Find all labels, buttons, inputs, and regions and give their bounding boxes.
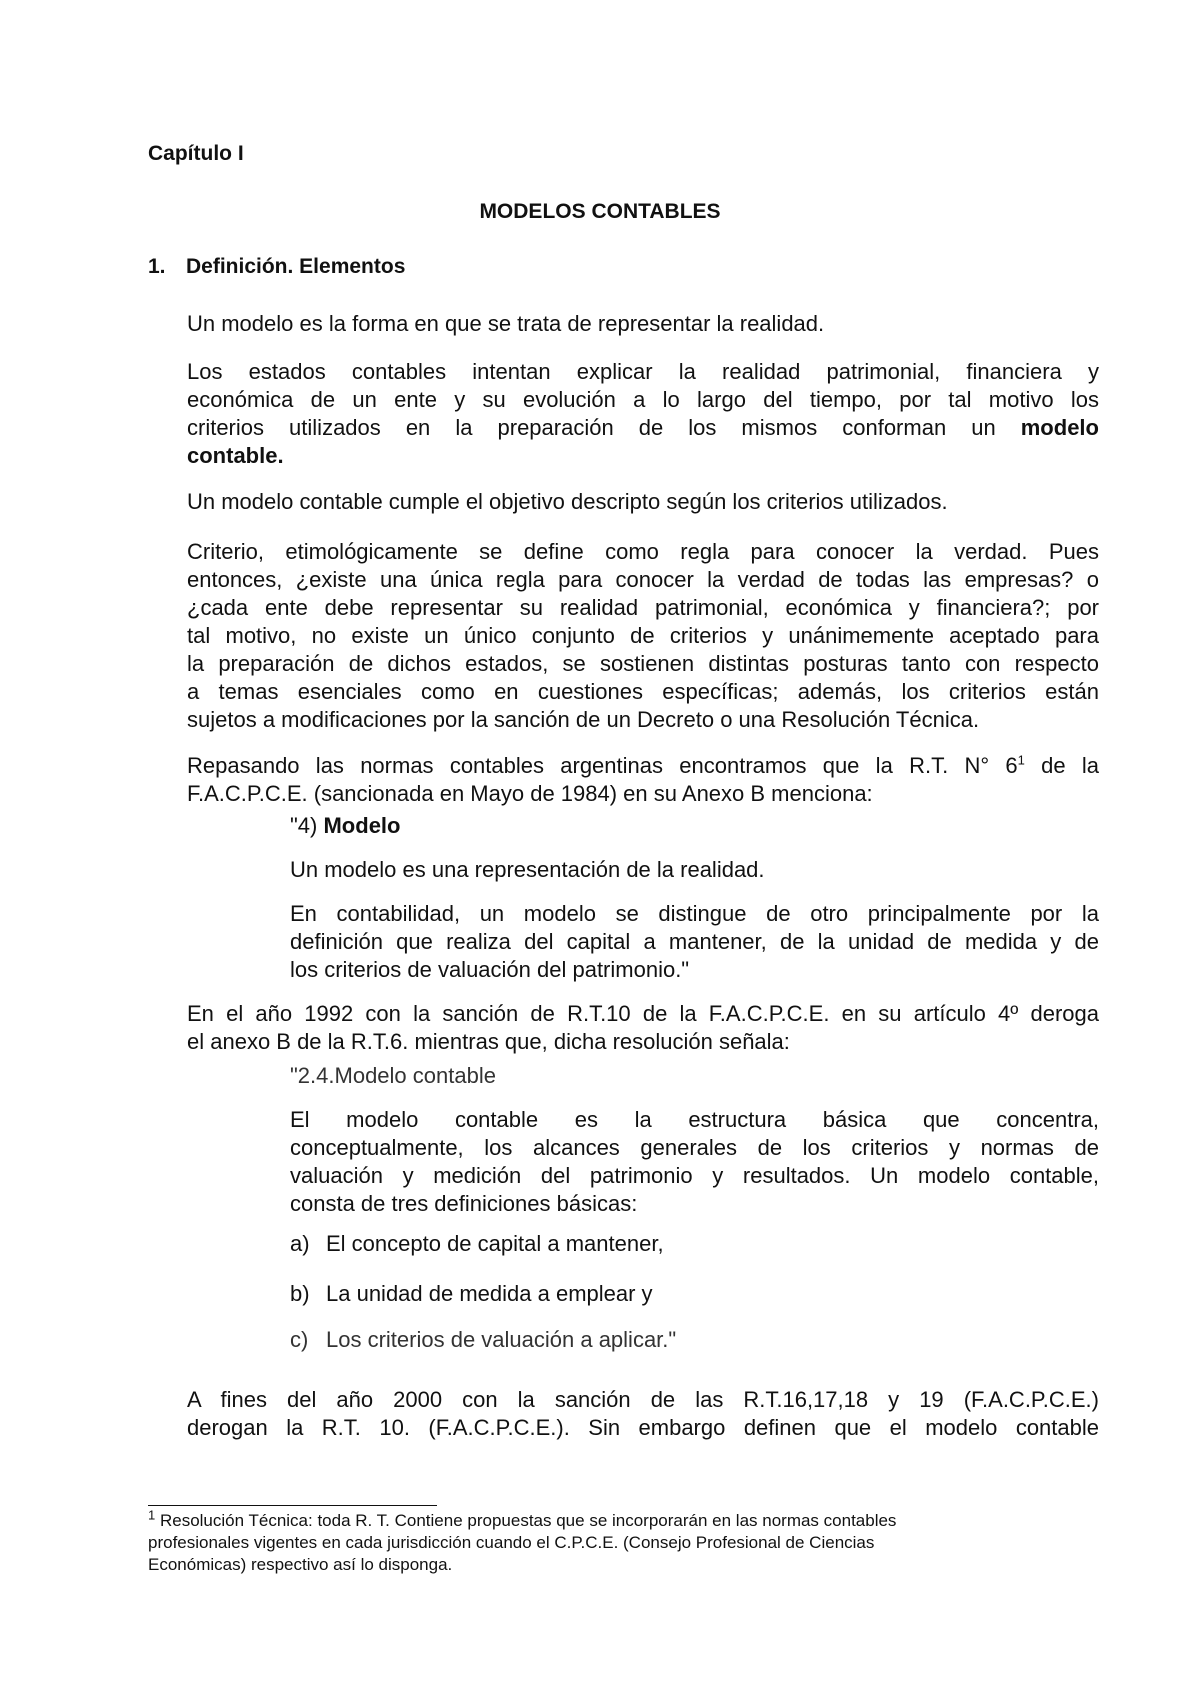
paragraph-7 — [187, 1386, 1099, 1442]
footnote-line — [148, 1507, 1088, 1532]
quote-1-bold: Modelo — [323, 813, 401, 838]
quote-1-para-line: En contabilidad, un modelo se distingue de otro principalmente por la — [290, 901, 1099, 926]
footnote-line: Económicas) respectivo así lo disponga. — [148, 1555, 453, 1574]
footnote-line: profesionales vigentes en cada jurisdicción cuando el C.P.C.E. (Consejo Profesional de Ciencias — [148, 1533, 875, 1552]
footnote-text: Resolución Técnica: toda R. T. Contiene propuestas que se incorporarán en las normas contables — [155, 1511, 897, 1530]
quote-2-para-line: consta de tres definiciones básicas: — [290, 1191, 638, 1216]
paragraph-2-line: económica de un ente y su evolución a lo largo del tiempo, por tal motivo los — [187, 387, 1099, 412]
bold-term: contable. — [187, 443, 284, 468]
quote-1-para-line: los criterios de valuación del patrimonio." — [290, 957, 690, 982]
paragraph-6 — [187, 1000, 1099, 1056]
quote-2-para-line: El modelo contable es la estructura básica que concentra, — [290, 1107, 1099, 1132]
quote-2-heading: "2.4.Modelo contable — [290, 1063, 496, 1088]
paragraph-4-line: tal motivo, no existe un único conjunto de criterios y unánimemente aceptado para — [187, 623, 1099, 648]
paragraph-7-line: A fines del año 2000 con la sanción de las R.T.16,17,18 y 19 (F.A.C.P.C.E.) — [187, 1387, 1099, 1412]
paragraph-4-line: a temas esenciales como en cuestiones específicas; además, los criterios están — [187, 679, 1099, 704]
list-item-label: b) — [290, 1281, 310, 1306]
quote-2-paragraph — [290, 1106, 1099, 1218]
paragraph-3: Un modelo contable cumple el objetivo descripto según los criterios utilizados. — [187, 489, 948, 514]
paragraph-5-line — [187, 752, 1099, 780]
quote-1-line: Un modelo es una representación de la realidad. — [290, 857, 765, 882]
section-number: 1. — [148, 255, 166, 278]
chapter-label: Capítulo I — [148, 142, 244, 165]
footnote — [148, 1507, 1088, 1576]
list-item-label: c) — [290, 1327, 309, 1352]
paragraph-5-text-end: de la — [1024, 753, 1100, 778]
list-item — [290, 1230, 664, 1258]
paragraph-4-line: Criterio, etimológicamente se define como regla para conocer la verdad. Pues — [187, 539, 1099, 564]
quote-1-para-line: definición que realiza del capital a mantener, de la unidad de medida y de — [290, 929, 1099, 954]
paragraph-4 — [187, 538, 1099, 734]
paragraph-7-line: derogan la R.T. 10. (F.A.C.P.C.E.). Sin embargo definen que el modelo contable — [187, 1415, 1099, 1440]
paragraph-2-line-text: criterios utilizados en la preparación de los mismos conforman un — [187, 415, 996, 440]
paragraph-6-line: el anexo B de la R.T.6. mientras que, dicha resolución señala: — [187, 1029, 790, 1054]
footnote-marker: 1 — [148, 1507, 156, 1523]
paragraph-5-line: F.A.C.P.C.E. (sancionada en Mayo de 1984) en su Anexo B menciona: — [187, 781, 873, 806]
section-heading — [148, 255, 405, 279]
quote-1-prefix: "4) — [290, 813, 324, 838]
paragraph-4-line: ¿cada ente debe representar su realidad patrimonial, económica y financiera?; por — [187, 595, 1099, 620]
list-item — [290, 1326, 676, 1354]
list-item-label: a) — [290, 1231, 310, 1256]
paragraph-4-line: entonces, ¿existe una única regla para conocer la verdad de todas las empresas? o — [187, 567, 1099, 592]
paragraph-2-line: Los estados contables intentan explicar la realidad patrimonial, financiera y — [187, 359, 1099, 384]
paragraph-2-line — [187, 442, 1099, 470]
paragraph-4-line: la preparación de dichos estados, se sostienen distintas posturas tanto con respecto — [187, 651, 1099, 676]
paragraph-5-text: Repasando las normas contables argentinas encontramos que la R.T. N° 6 — [187, 753, 1018, 778]
paragraph-2-line — [187, 414, 1099, 442]
list-item-text: La unidad de medida a emplear y — [326, 1281, 653, 1306]
footnote-reference[interactable]: 1 — [1017, 752, 1025, 768]
paragraph-5 — [187, 752, 1099, 808]
paragraph-4-line: sujetos a modificaciones por la sanción de un Decreto o una Resolución Técnica. — [187, 707, 980, 732]
paragraph-6-line: En el año 1992 con la sanción de R.T.10 de la F.A.C.P.C.E. en su artículo 4º deroga — [187, 1001, 1099, 1026]
quote-2-para-line: valuación y medición del patrimonio y resultados. Un modelo contable, — [290, 1163, 1099, 1188]
bold-term: modelo — [1020, 415, 1099, 440]
paragraph-1: Un modelo es la forma en que se trata de representar la realidad. — [187, 311, 825, 336]
quote-1-paragraph — [290, 900, 1099, 984]
page-title: MODELOS CONTABLES — [479, 200, 721, 223]
list-item-text: Los criterios de valuación a aplicar." — [326, 1327, 677, 1352]
list-item — [290, 1280, 653, 1308]
quote-2-para-line: conceptualmente, los alcances generales de los criterios y normas de — [290, 1135, 1099, 1160]
paragraph-2 — [187, 358, 1099, 470]
section-title: Definición. Elementos — [186, 255, 406, 278]
quote-1-heading — [290, 812, 1099, 840]
list-item-text: El concepto de capital a mantener, — [326, 1231, 664, 1256]
footnote-divider — [148, 1505, 437, 1506]
